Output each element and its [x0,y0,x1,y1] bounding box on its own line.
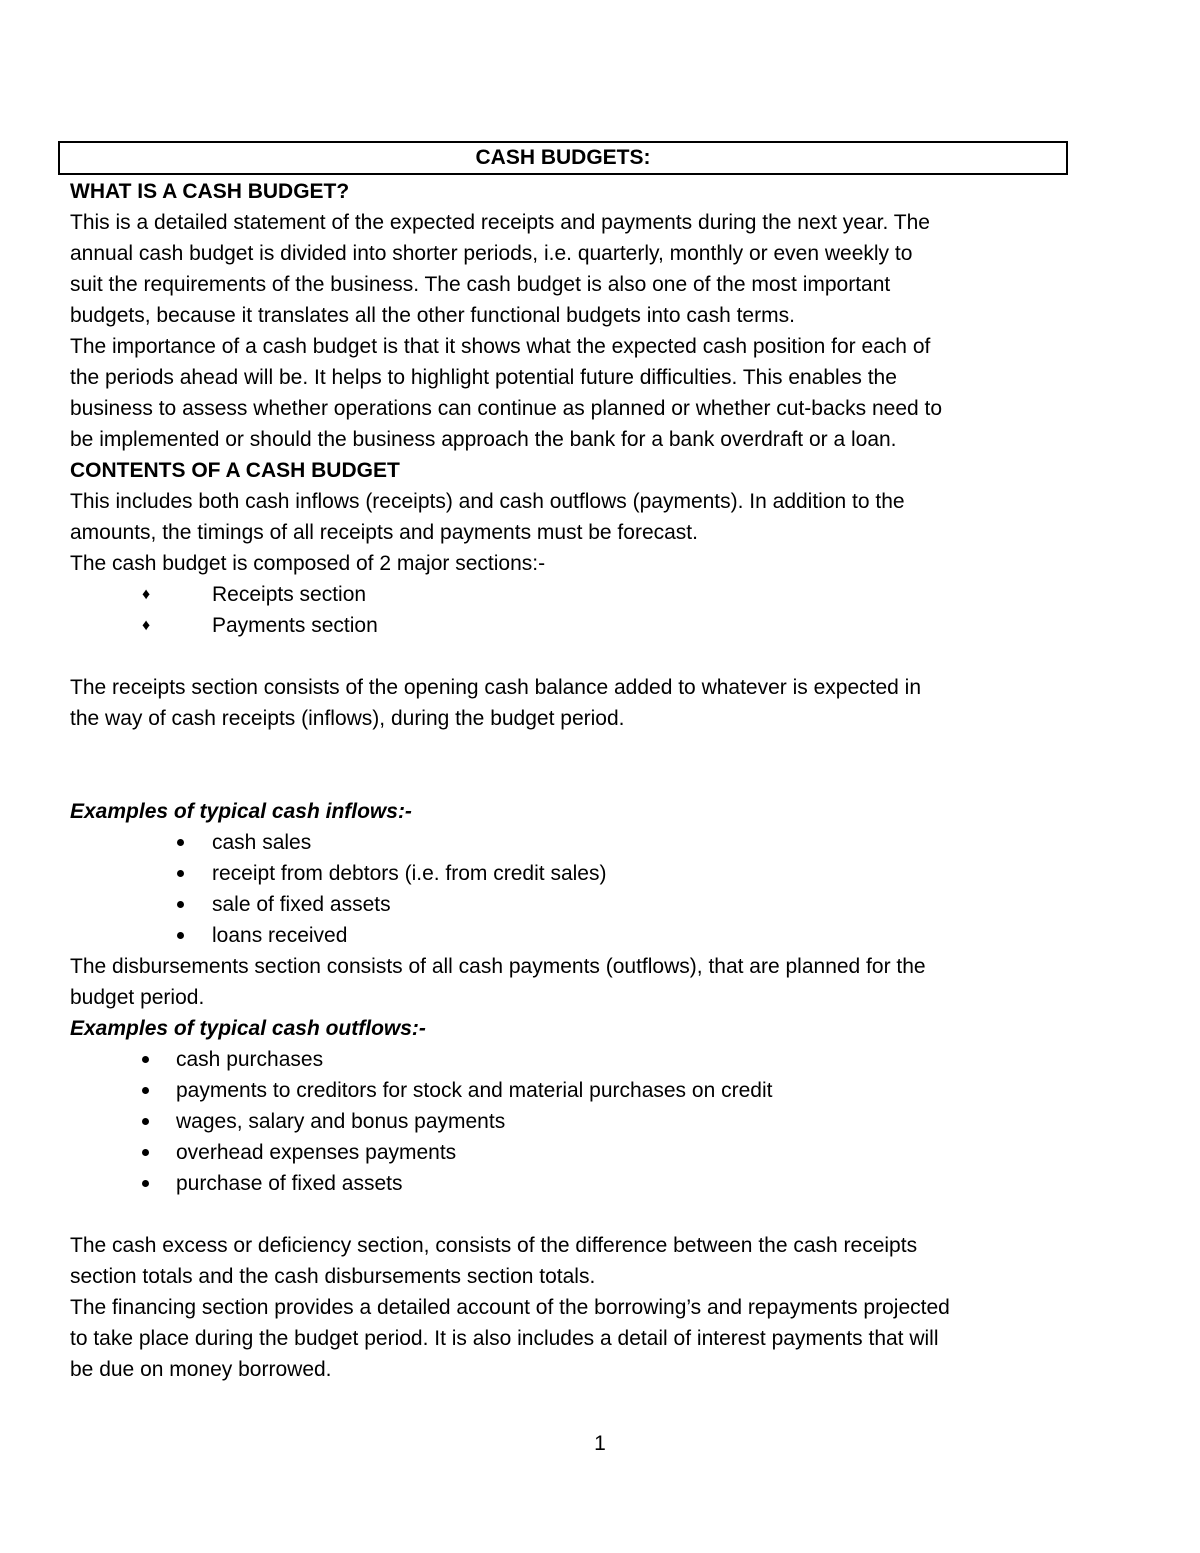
paragraph-line: be due on money borrowed. [70,1358,332,1381]
dot-bullet-icon [142,1180,149,1187]
list-item-label: payments to creditors for stock and material purchases on credit [176,1079,773,1102]
dot-bullet-icon [177,932,184,939]
spacer [70,734,1080,796]
page-number: 1 [594,1432,606,1455]
list-item-label: overhead expenses payments [176,1141,457,1164]
paragraph-line: suit the requirements of the business. The cash budget is also one of the most important [70,273,891,296]
list-item-label: sale of fixed assets [212,893,391,916]
paragraph-line: be implemented or should the business approach the bank for a bank overdraft or a loan. [70,428,897,451]
dot-bullet-icon [177,870,184,877]
paragraph-line: The cash budget is composed of 2 major sections:- [70,552,546,575]
paragraph-line: budget period. [70,986,205,1009]
outflows-heading: Examples of typical cash outflows:- [70,1017,426,1040]
dot-bullet-icon [177,839,184,846]
list-item-label: wages, salary and bonus payments [176,1110,506,1133]
paragraph-line: business to assess whether operations can continue as planned or whether cut-backs need to [70,397,943,420]
list-item-label: Payments section [212,614,378,637]
paragraph-line: The disbursements section consists of all cash payments (outflows), that are planned for the [70,955,926,978]
list-item [70,1168,1080,1199]
paragraph-line: the periods ahead will be. It helps to highlight potential future difficulties. This enables the [70,366,897,389]
list-item-label: loans received [212,924,348,947]
paragraph-line: annual cash budget is divided into shorter periods, i.e. quarterly, monthly or even weekly to [70,242,913,265]
list-item [70,827,1080,858]
list-item [70,920,1080,951]
list-item [70,1106,1080,1137]
section-heading-what-is: WHAT IS A CASH BUDGET? [70,180,350,203]
list-item [70,889,1080,920]
list-item-label: cash purchases [176,1048,324,1071]
dot-bullet-icon [142,1056,149,1063]
outflows-list [70,1044,1080,1199]
dot-bullet-icon [142,1118,149,1125]
major-sections-list [70,579,1080,641]
list-item [70,579,1080,610]
dot-bullet-icon [142,1149,149,1156]
inflows-heading: Examples of typical cash inflows:- [70,800,412,823]
section-heading-contents: CONTENTS OF A CASH BUDGET [70,459,400,482]
list-item [70,610,1080,641]
paragraph-line: amounts, the timings of all receipts and payments must be forecast. [70,521,698,544]
paragraph-line: This is a detailed statement of the expected receipts and payments during the next year. The [70,211,930,234]
list-item [70,858,1080,889]
list-item [70,1044,1080,1075]
list-item-label: purchase of fixed assets [176,1172,403,1195]
dot-bullet-icon [142,1087,149,1094]
diamond-bullet-icon: ♦ [142,617,151,634]
dot-bullet-icon [177,901,184,908]
list-item [70,1137,1080,1168]
paragraph-line: budgets, because it translates all the other functional budgets into cash terms. [70,304,795,327]
inflows-list [70,827,1080,951]
paragraph-line: This includes both cash inflows (receipts) and cash outflows (payments). In addition to the [70,490,905,513]
paragraph-line: The cash excess or deficiency section, consists of the difference between the cash receipts [70,1234,918,1257]
page-title: CASH BUDGETS: [58,141,1068,175]
spacer [70,641,1080,672]
document-body [70,176,1080,1385]
paragraph-line: section totals and the cash disbursements section totals. [70,1265,596,1288]
spacer [70,1199,1080,1230]
paragraph-line: The importance of a cash budget is that it shows what the expected cash position for each of [70,335,931,358]
paragraph-line: The financing section provides a detailed account of the borrowing’s and repayments projected [70,1296,950,1319]
paragraph-line: The receipts section consists of the opening cash balance added to whatever is expected in [70,676,922,699]
list-item-label: Receipts section [212,583,367,606]
paragraph-line: the way of cash receipts (inflows), during the budget period. [70,707,625,730]
list-item-label: cash sales [212,831,312,854]
list-item-label: receipt from debtors (i.e. from credit sales) [212,862,607,885]
list-item [70,1075,1080,1106]
paragraph-line: to take place during the budget period. It is also includes a detail of interest payments that will [70,1327,939,1350]
diamond-bullet-icon: ♦ [142,586,151,603]
